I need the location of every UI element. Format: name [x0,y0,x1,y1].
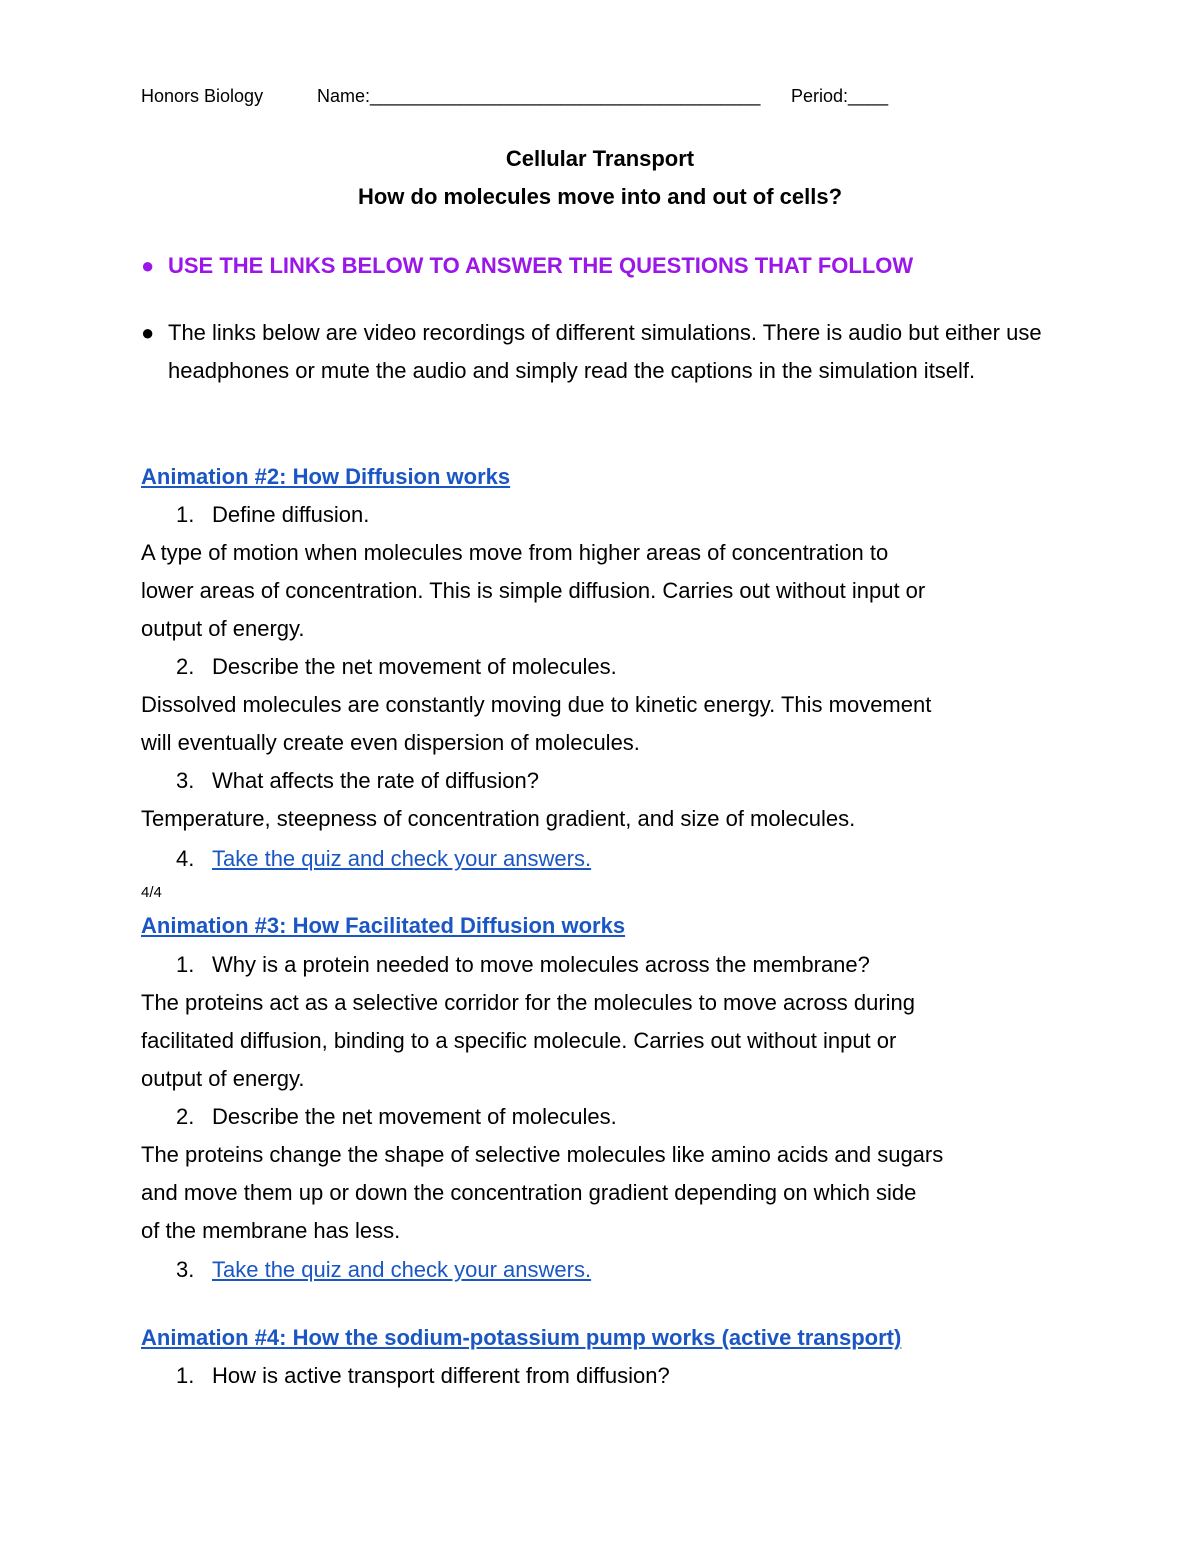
question-item [176,946,1106,984]
question-item [176,1251,1106,1289]
question-number: 4. [176,846,195,871]
question-item [176,840,1106,878]
quiz-link[interactable]: Take the quiz and check your answers. [212,846,592,871]
instruction-text: USE THE LINKS BELOW TO ANSWER THE QUESTIONS THAT FOLLOW [168,253,914,278]
answer-line: will eventually create even dispersion of molecules. [141,730,640,755]
answer-line: facilitated diffusion, binding to a specific molecule. Carries out without input or [141,1028,897,1053]
page-subtitle: How do molecules move into and out of cells? [357,184,843,209]
question-number: 1. [176,502,195,527]
page-title: Cellular Transport [505,146,695,171]
question-text: Describe the net movement of molecules. [212,1104,617,1129]
answer-line: Temperature, steepness of concentration gradient, and size of molecules. [141,806,856,831]
instruction-text: The links below are video recordings of different simulations. There is audio but either use headphones or mute the audio and simply read the captions in the simulation itself. [168,320,1042,383]
question-number: 3. [176,768,195,793]
question-number: 2. [176,1104,195,1129]
question-text: Why is a protein needed to move molecules across the membrane? [212,952,870,977]
score-note: 4/4 [141,884,162,901]
section-heading-link[interactable]: Animation #3: How Facilitated Diffusion works [141,913,626,938]
question-item [176,496,1106,534]
answer-line: output of energy. [141,616,305,641]
instruction-2 [141,314,1071,390]
course-label: Honors Biology [141,86,264,106]
answer-line: and move them up or down the concentration gradient depending on which side [141,1180,917,1205]
answer-line: lower areas of concentration. This is simple diffusion. Carries out without input or [141,578,926,603]
question-number: 1. [176,952,195,977]
section-heading-link[interactable]: Animation #4: How the sodium-potassium pump works (active transport) [141,1325,902,1350]
answer-line: A type of motion when molecules move from higher areas of concentration to [141,540,889,565]
period-field: Period:____ [791,86,889,106]
instruction-1 [141,247,1071,285]
section-heading-link[interactable]: Animation #2: How Diffusion works [141,464,511,489]
bullet-icon: ● [141,253,155,278]
answer-line: of the membrane has less. [141,1218,401,1243]
question-item [176,648,1106,686]
question-text: How is active transport different from diffusion? [212,1363,670,1388]
question-number: 1. [176,1363,195,1388]
question-number: 2. [176,654,195,679]
question-item [176,1098,1106,1136]
answer-line: The proteins change the shape of selective molecules like amino acids and sugars [141,1142,944,1167]
question-text: What affects the rate of diffusion? [212,768,539,793]
question-item [176,762,1106,800]
question-text: Define diffusion. [212,502,370,527]
answer-line: Dissolved molecules are constantly moving due to kinetic energy. This movement [141,692,932,717]
question-text: Describe the net movement of molecules. [212,654,617,679]
quiz-link[interactable]: Take the quiz and check your answers. [212,1257,592,1282]
question-item [176,1357,1106,1395]
name-field: Name:_______________________________________ [317,86,761,106]
answer-line: The proteins act as a selective corridor for the molecules to move across during [141,990,916,1015]
answer-line: output of energy. [141,1066,305,1091]
bullet-icon: ● [141,320,155,345]
question-number: 3. [176,1257,195,1282]
